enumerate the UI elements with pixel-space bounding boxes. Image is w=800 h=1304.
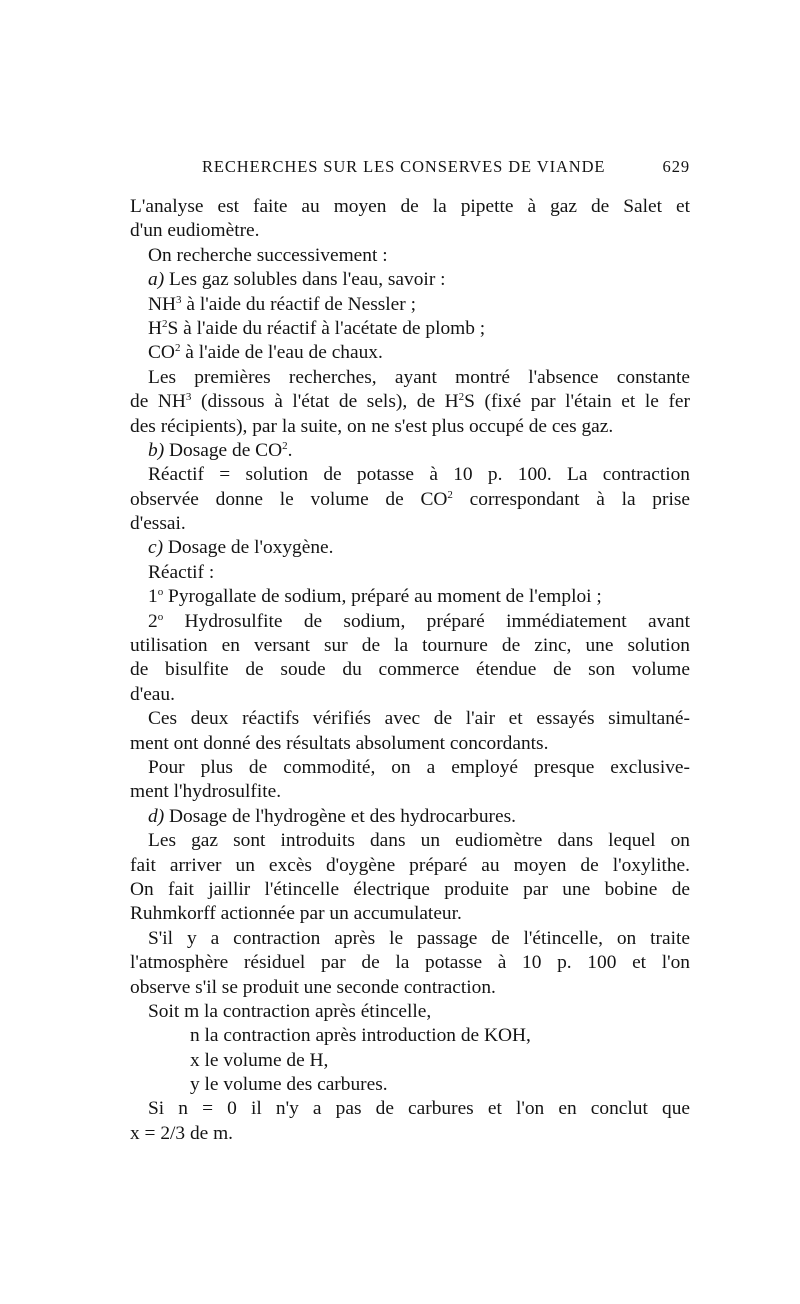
reagent-1-line: 1$^o$ Pyrogallate de sodium, préparé au moment de l'emploi ; — [148, 586, 602, 608]
text-line: Ces deux réactifs vérifiés avec de l'air et essayés simultané- — [148, 708, 690, 730]
nh3-line: $NH^3$ à l'aide du réactif de Nessler ; — [148, 293, 416, 315]
text-line: Ruhmkorff actionnée par un accumulateur. — [130, 903, 462, 925]
text-line: l'atmosphère résiduel par de la potasse à 10 p. 100 et l'on — [130, 952, 690, 974]
item-label: d) — [148, 805, 165, 827]
text-line: x = 2/3 de m. — [130, 1122, 234, 1144]
text-line: x le volume de H, — [190, 1049, 329, 1071]
text-line: d'eau. — [130, 683, 175, 705]
reagent-2-line: 2$^o$ Hydrosulfite de sodium, préparé immédiatement avant — [148, 610, 690, 632]
text-line: Les gaz sont introduits dans un eudiomètre dans lequel on — [148, 830, 690, 852]
item-label: a) — [148, 269, 165, 291]
text-line: Réactif = solution de potasse à 10 p. 100. La contraction — [148, 464, 690, 486]
text-line: d'essai. — [130, 513, 186, 535]
text-line: On fait jaillir l'étincelle électrique produite par une bobine de — [130, 878, 690, 900]
text-line: des récipients), par la suite, on ne s'est plus occupé de ces gaz. — [130, 415, 614, 437]
text-line: utilisation en versant sur de la tournure de zinc, une solution — [130, 635, 690, 657]
text-line: S'il y a contraction après le passage de l'étincelle, on traite — [148, 927, 690, 949]
item-label: c) — [148, 537, 164, 559]
section-d-line: d) Dosage de l'hydrogène et des hydrocarbures. — [148, 805, 517, 827]
text-line: de bisulfite de soude du commerce étendue de son volume — [130, 659, 690, 681]
text-line: observée donne le volume de $CO^2$ correspondant à la prise — [130, 488, 690, 510]
text-line: ment l'hydrosulfite. — [130, 781, 282, 803]
text-line: observe s'il se produit une seconde contraction. — [130, 976, 496, 998]
co2-line: $CO^2$ à l'aide de l'eau de chaux. — [148, 342, 383, 364]
running-title: RECHERCHES SUR LES CONSERVES DE VIANDE — [202, 157, 606, 176]
text-line: On recherche successivement : — [148, 244, 388, 266]
text-line: fait arriver un excès d'oygène préparé au moyen de l'oxylithe. — [130, 854, 690, 876]
body-text — [130, 195, 690, 1146]
h2s-line: $H^2S$ à l'aide du réactif à l'acétate de plomb ; — [148, 317, 486, 339]
running-header — [130, 157, 690, 181]
text-line: Réactif : — [148, 561, 215, 583]
text-line: n la contraction après introduction de KOH, — [190, 1025, 531, 1047]
section-c-line: c) Dosage de l'oxygène. — [148, 537, 334, 559]
item-label: b) — [148, 439, 165, 461]
text-line: d'un eudiomètre. — [130, 220, 260, 242]
text-line: y le volume des carbures. — [190, 1074, 388, 1096]
text-line: de $NH^3$ (dissous à l'état de sels), de $H^2S$ (fixé par l'étain et le fer — [130, 391, 690, 413]
text-line: Pour plus de commodité, on a employé presque exclusive- — [148, 756, 690, 778]
text-line: L'analyse est faite au moyen de la pipette à gaz de Salet et — [130, 196, 690, 217]
section-b-line: b) Dosage de $CO^2$. — [148, 439, 293, 461]
text-line: ment ont donné des résultats absolument concordants. — [130, 732, 549, 754]
section-a-line: a) Les gaz solubles dans l'eau, savoir : — [148, 269, 446, 291]
page-number: 629 — [662, 157, 690, 176]
text-line: Soit m la contraction après étincelle, — [148, 1000, 432, 1022]
text-line: Si n = 0 il n'y a pas de carbures et l'on en conclut que — [148, 1098, 690, 1120]
text-line: Les premières recherches, ayant montré l'absence constante — [148, 366, 690, 388]
